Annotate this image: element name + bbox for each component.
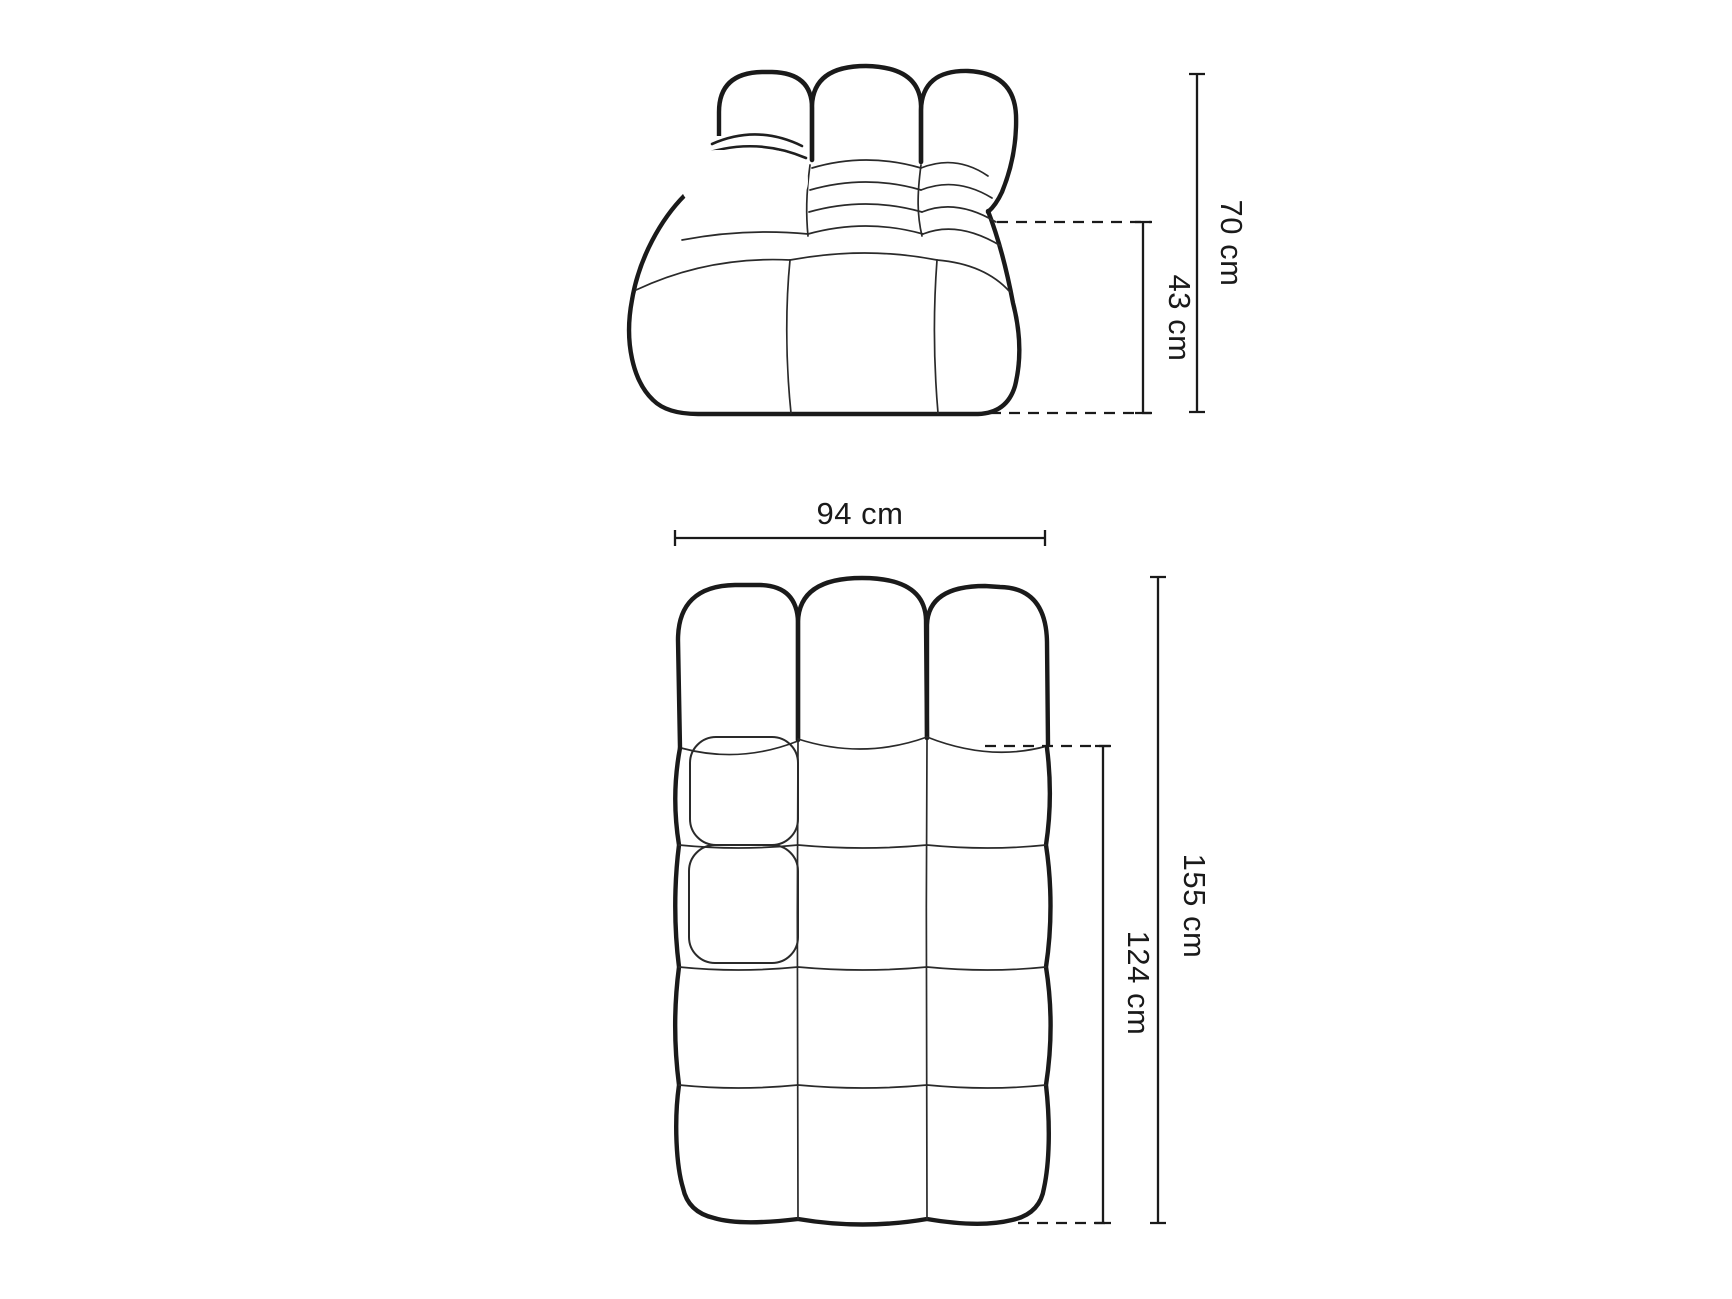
dimension-43cm <box>990 222 1197 413</box>
plan-back-cushion-left-fill <box>678 585 798 750</box>
plan-body-fill <box>676 745 1050 1222</box>
dimension-155cm <box>1150 577 1212 1223</box>
dimension-70cm <box>1189 74 1249 412</box>
armrest-pillow <box>680 150 808 209</box>
dimension-label-155cm: 155 cm <box>1177 853 1212 959</box>
dimension-label-70cm: 70 cm <box>1214 199 1249 287</box>
dimension-label-43cm: 43 cm <box>1162 274 1197 362</box>
plan-grid-vertical <box>926 740 927 1219</box>
dimension-label-124cm: 124 cm <box>1121 930 1156 1036</box>
plan-back-cushion-center-fill <box>798 578 927 746</box>
plan-back-cushion-right-fill <box>927 586 1048 750</box>
armrest <box>680 134 808 209</box>
dimension-label-94cm: 94 cm <box>816 496 904 531</box>
dimension-94cm <box>675 496 1045 546</box>
top-view <box>675 496 1212 1225</box>
sofa-body-fill <box>629 163 1019 414</box>
front-view <box>629 66 1249 414</box>
